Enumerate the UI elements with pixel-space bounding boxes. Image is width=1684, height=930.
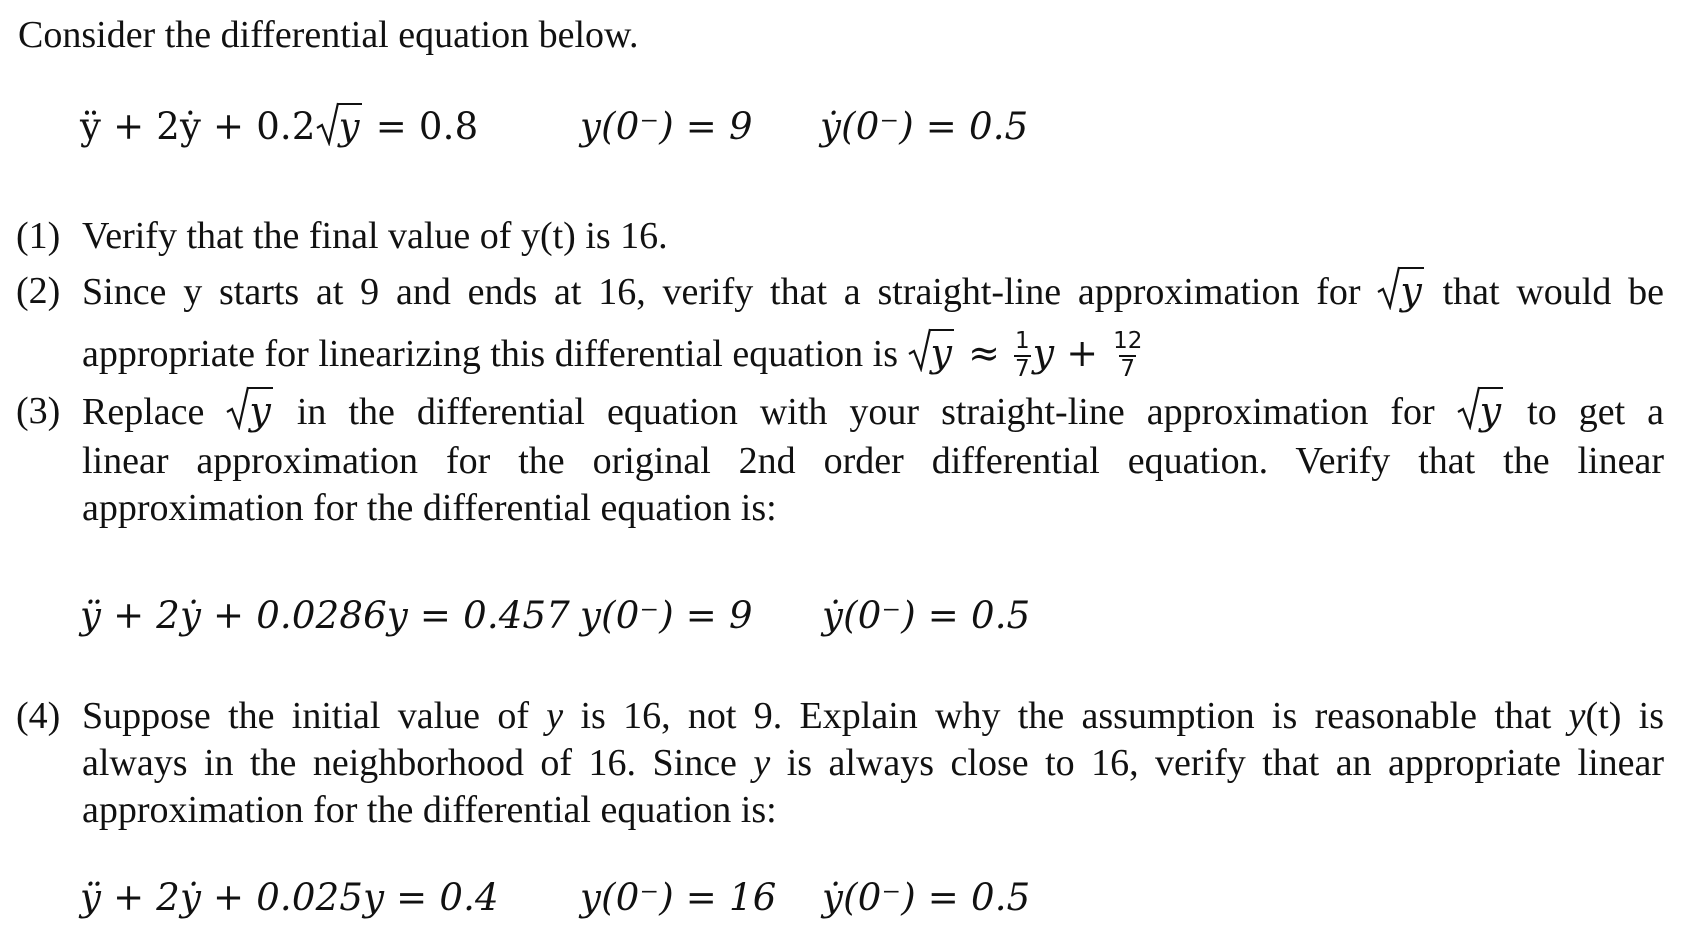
equation-1-ic-ydot: ẏ(0⁻) = 0.5 — [820, 105, 1029, 148]
item-1-number: (1) — [16, 215, 61, 257]
radical-icon — [908, 328, 932, 372]
radical-icon — [226, 386, 250, 430]
item-2-number: (2) — [16, 270, 61, 312]
sqrt-y: y — [1457, 388, 1503, 435]
item-2-line-1: Since y starts at 9 and ends at 16, verify that a straight-line approximation for y that would be — [82, 268, 1664, 315]
fraction-twelve-sevenths: $\frac{12}{7}$ — [1113, 328, 1143, 383]
item-3-line-3: approximation for the differential equation is: — [82, 487, 777, 529]
item-4-line-1: Suppose the initial value of y is 16, not 9. Explain why the assumption is reasonable that y(t) is — [82, 695, 1664, 737]
item-3-line-1: Replace y in the differential equation with your straight-line approximation for y to get a — [82, 388, 1664, 435]
fraction-one-seventh: $\frac{1}{7}$ — [1015, 328, 1030, 383]
item-4-number: (4) — [16, 695, 61, 737]
intro-text: Consider the differential equation below. — [18, 14, 639, 56]
radical-icon — [316, 102, 340, 146]
sqrt-y: y — [316, 104, 362, 150]
equation-1-ic-y: y(0⁻) = 9 — [580, 105, 753, 148]
sqrt-y: y — [226, 388, 272, 435]
radical-icon — [1457, 386, 1481, 430]
equation-1 — [80, 104, 478, 150]
equation-3-lhs: ÿ + 2ẏ + 0.025y = 0.4 — [80, 876, 499, 919]
item-4-line-3: approximation for the differential equation is: — [82, 789, 777, 831]
linear-var-y: y — [1032, 331, 1055, 375]
equation-2-ic-y: y(0⁻) = 9 — [580, 594, 753, 637]
equation-2-ic-ydot: ẏ(0⁻) = 0.5 — [822, 594, 1031, 637]
item-3-line-2: linear approximation for the original 2nd order differential equation. Verify that the linear — [82, 440, 1664, 482]
sqrt-y: y — [1377, 268, 1423, 315]
approx-sign: ≈ — [956, 331, 1012, 375]
equation-1-lhs: ÿ + 2ẏ + 0.2 — [80, 105, 316, 148]
item-1-text: Verify that the final value of y(t) is 16. — [82, 215, 668, 257]
sqrt-y: y — [908, 330, 954, 377]
equation-3-ic-ydot: ẏ(0⁻) = 0.5 — [822, 876, 1031, 919]
radical-icon — [1377, 266, 1401, 310]
item-4-line-2: always in the neighborhood of 16. Since y is always close to 16, verify that an appropriate linear — [82, 742, 1665, 784]
equation-2-lhs: ÿ + 2ẏ + 0.0286y = 0.457 — [80, 594, 571, 637]
plus-sign: + — [1054, 331, 1111, 375]
equation-1-rhs: = 0.8 — [363, 105, 479, 148]
item-3-number: (3) — [16, 390, 61, 432]
equation-3-ic-y: y(0⁻) = 16 — [580, 876, 777, 919]
item-2-line-2: appropriate for linearizing this differential equation is y ≈ $\frac{1}{7}$ y + $\frac{12}{7}$ — [82, 328, 1143, 383]
